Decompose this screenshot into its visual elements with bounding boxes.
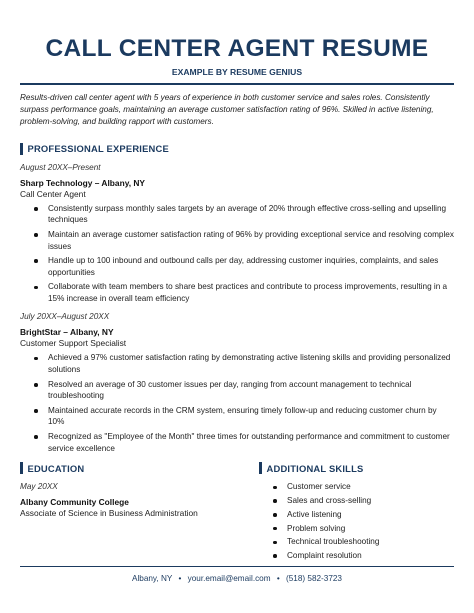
footer-separator: • xyxy=(178,574,182,583)
list-item: Sales and cross-selling xyxy=(259,495,454,507)
job-date: August 20XX–Present xyxy=(20,162,101,172)
resume-subtitle: EXAMPLE BY RESUME GENIUS xyxy=(171,67,303,77)
contact-footer xyxy=(20,566,454,583)
header-divider xyxy=(20,83,454,85)
job-bullets xyxy=(20,203,454,305)
resume-title: CALL CENTER AGENT RESUME xyxy=(45,35,429,62)
contact-location: Albany, NY xyxy=(131,574,173,583)
summary-text: Results-driven call center agent with 5 years of experience in both customer service and sales roles. Consistently surpass performance goals, maintaining an average customer satisfaction rating of 96%. Skilled in active listening, problem-solving, and building rapport with customers. xyxy=(20,92,434,127)
contact-email[interactable]: your.email@email.com xyxy=(187,574,271,583)
section-header-experience xyxy=(20,143,454,155)
job-date: July 20XX–August 20XX xyxy=(20,312,110,322)
education-degree: Associate of Science in Business Administration xyxy=(20,508,198,519)
education-date: May 20XX xyxy=(20,482,58,492)
list-item: Collaborate with team members to share best practices and contribute to process improvements, resulting in a 15% increase in overall team efficiency xyxy=(20,281,454,304)
section-header-skills xyxy=(259,462,454,474)
bottom-columns xyxy=(20,462,454,564)
section-title-skills: ADDITIONAL SKILLS xyxy=(266,462,364,474)
job-employer: Sharp Technology – Albany, NY xyxy=(20,177,146,188)
list-item: Problem solving xyxy=(259,523,454,535)
list-item: Active listening xyxy=(259,509,454,521)
job-bullets xyxy=(20,352,454,454)
section-title-education: EDUCATION xyxy=(27,462,85,474)
job-entry xyxy=(20,162,454,305)
list-item: Achieved a 97% customer satisfaction rating by demonstrating active listening skills and providing personalized solutions xyxy=(20,352,454,375)
list-item: Handle up to 100 inbound and outbound calls per day, addressing customer inquiries, complaints, and sales opportunities xyxy=(20,255,454,278)
section-accent-bar xyxy=(20,462,23,474)
list-item: Consistently surpass monthly sales targets by an average of 20% through effective cross-selling and upselling techniques xyxy=(20,203,454,226)
skills-list xyxy=(259,481,454,562)
list-item: Complaint resolution xyxy=(259,550,454,562)
list-item: Recognized as "Employee of the Month" three times for outstanding performance and commitment to customer service excellence xyxy=(20,431,454,454)
list-item: Customer service xyxy=(259,481,454,493)
skills-section xyxy=(235,462,454,564)
footer-separator: • xyxy=(276,574,280,583)
section-header-education xyxy=(20,462,235,474)
job-role: Customer Support Specialist xyxy=(20,338,127,349)
section-accent-bar xyxy=(259,462,262,474)
education-school: Albany Community College xyxy=(20,497,129,508)
list-item: Resolved an average of 30 customer issues per day, ranging from account management to technical troubleshooting xyxy=(20,379,454,402)
education-section xyxy=(20,462,235,564)
list-item: Technical troubleshooting xyxy=(259,536,454,548)
job-role: Call Center Agent xyxy=(20,188,86,199)
section-title-experience: PROFESSIONAL EXPERIENCE xyxy=(27,143,169,155)
job-entry xyxy=(20,311,454,454)
contact-phone[interactable]: (518) 582-3723 xyxy=(286,574,342,583)
list-item: Maintained accurate records in the CRM system, ensuring timely follow-up and reducing customer churn by 10% xyxy=(20,405,454,428)
section-accent-bar xyxy=(20,143,23,155)
list-item: Maintain an average customer satisfaction rating of 96% by providing exceptional service and resolving complex issues xyxy=(20,229,454,252)
job-employer: BrightStar – Albany, NY xyxy=(20,327,114,338)
